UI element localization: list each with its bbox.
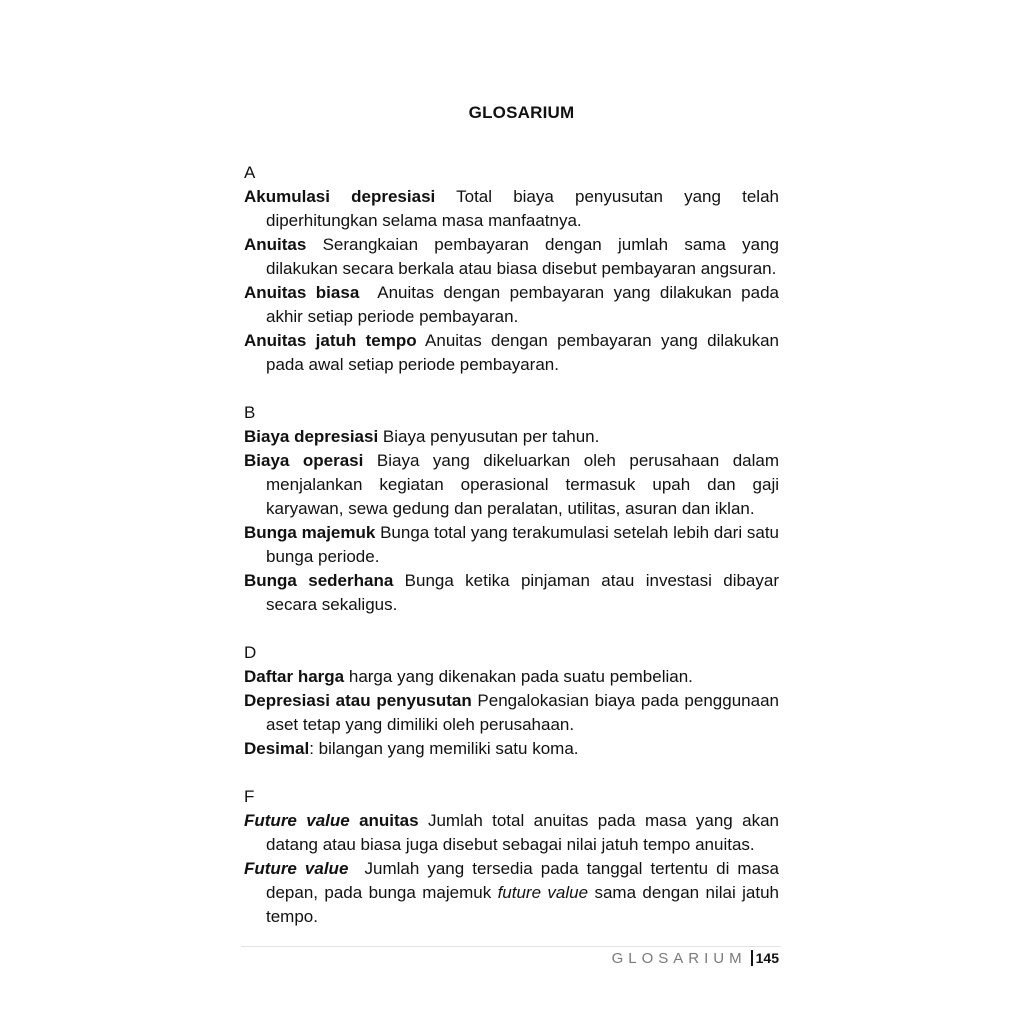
section-letter: F bbox=[244, 787, 255, 806]
section-b bbox=[244, 401, 779, 617]
entry-definition: Jumlah total anuitas pada masa yang akan datang atau biasa juga disebut sebagai nilai jatuh tempo anuitas. bbox=[266, 811, 779, 854]
entry-definition: Biaya penyusutan per tahun. bbox=[378, 427, 600, 446]
section-a bbox=[244, 161, 784, 377]
entry-term: Anuitas biasa bbox=[244, 283, 360, 302]
entry-term: Biaya operasi bbox=[244, 451, 364, 470]
glossary-entry bbox=[244, 449, 779, 521]
entry-definition-pre: Jumlah yang tersedia pada tanggal tertentu di masa depan, pada bunga majemuk bbox=[266, 859, 784, 902]
entry-term: Bunga sederhana bbox=[244, 571, 394, 590]
section-letter: D bbox=[244, 643, 257, 662]
entry-definition: Bunga total yang terakumulasi setelah lebih dari satu bunga periode. bbox=[266, 523, 779, 566]
entry-term-italic: Future value bbox=[244, 811, 350, 830]
glossary-entry bbox=[244, 329, 779, 377]
entry-term: Biaya depresiasi bbox=[244, 427, 379, 446]
entry-definition: Serangkaian pembayaran dengan jumlah sama yang dilakukan secara berkala atau biasa disebut pembayaran angsuran. bbox=[266, 235, 779, 278]
entry-definition: Total biaya penyusutan yang telah diperhitungkan selama masa manfaatnya. bbox=[266, 187, 779, 230]
glossary-entry bbox=[244, 569, 779, 617]
glossary-entry bbox=[244, 233, 779, 281]
section-f bbox=[244, 785, 784, 929]
entry-term: anuitas bbox=[349, 811, 419, 830]
entry-definition: Pengalokasian biaya pada penggunaan aset tetap yang dimiliki oleh perusahaan. bbox=[266, 691, 779, 734]
entry-term: Daftar harga bbox=[244, 667, 345, 686]
entry-definition: Anuitas dengan pembayaran yang dilakukan pada akhir setiap periode pembayaran. bbox=[266, 283, 784, 326]
page-number: 145 bbox=[755, 950, 779, 966]
entry-term: Bunga majemuk bbox=[244, 523, 376, 542]
entry-definition: Biaya yang dikeluarkan oleh perusahaan dalam menjalankan kegiatan operasional termasuk upah dan gaji karyawan, sewa gedung dan peralatan, utilitas, asuran dan iklan. bbox=[266, 451, 779, 518]
glossary-entry bbox=[244, 809, 779, 857]
section-letter: B bbox=[244, 403, 256, 422]
entry-term: Desimal bbox=[244, 739, 310, 758]
entry-definition: : bilangan yang memiliki satu koma. bbox=[309, 739, 579, 758]
entry-definition: Bunga ketika pinjaman atau investasi dibayar secara sekaligus. bbox=[266, 571, 779, 614]
footer-divider bbox=[241, 946, 781, 947]
glossary-entry bbox=[244, 737, 779, 761]
footer-label: GLOSARIUM bbox=[611, 950, 747, 967]
glossary-entry bbox=[244, 857, 784, 929]
glossary-entry bbox=[244, 185, 779, 233]
entry-term: Depresiasi atau penyusutan bbox=[244, 691, 472, 710]
glossary-entry bbox=[244, 689, 779, 737]
entry-definition: Anuitas dengan pembayaran yang dilakukan pada awal setiap periode pembayaran. bbox=[266, 331, 779, 374]
glossary-content bbox=[244, 161, 784, 953]
entry-definition: sama dengan nilai jatuh tempo. bbox=[266, 883, 779, 926]
entry-term: Anuitas jatuh tempo bbox=[244, 331, 417, 350]
section-letter: A bbox=[244, 163, 256, 182]
entry-definition: harga yang dikenakan pada suatu pembelian. bbox=[344, 667, 693, 686]
entry-term-italic: Future value bbox=[244, 859, 349, 878]
entry-definition-italic: future value bbox=[497, 883, 589, 902]
glossary-entry bbox=[244, 281, 784, 329]
glossary-entry bbox=[244, 521, 779, 569]
entry-term: Anuitas bbox=[244, 235, 307, 254]
entry-term: Akumulasi depresiasi bbox=[244, 187, 436, 206]
section-d bbox=[244, 641, 779, 761]
glossary-entry bbox=[244, 425, 779, 449]
page-title: GLOSARIUM bbox=[468, 103, 575, 122]
page-footer bbox=[612, 948, 779, 969]
footer-separator bbox=[751, 950, 753, 966]
glossary-entry bbox=[244, 665, 779, 689]
